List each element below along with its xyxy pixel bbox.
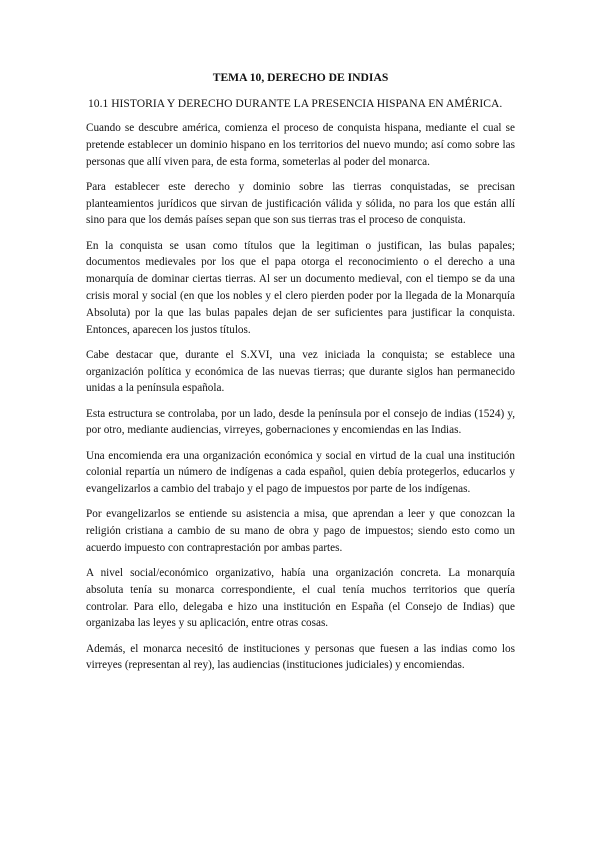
document-page: [86, 70, 515, 683]
document-title: TEMA 10, DERECHO DE INDIAS: [212, 71, 389, 84]
paragraph-1: Cuando se descubre américa, comienza el proceso de conquista hispana, mediante el cual se pretende establecer un dominio hispano en los territorios del nuevo mundo; así como sobre las personas que allí viven para, de esta forma, someterlas al poder del monarca.: [86, 122, 515, 168]
paragraph-5: Esta estructura se controlaba, por un lado, desde la península por el consejo de indias (1524) y, por otro, mediante audiencias, virreyes, gobernaciones y encomiendas en las Indias.: [86, 407, 515, 437]
paragraph-3: En la conquista se usan como títulos que la legitiman o justifican, las bulas papales; documentos medievales por los que el papa otorga el reconocimiento o el derecho a una monarquía de dominar ciertas tierras. Al ser un documento medieval, con el tiempo se da una crisis moral y social (en que los nobles y el clero pierden poder por la llegada de la Monarquía Absoluta) por la que las bulas papales dejan de ser suficientes para justificar la conquista. Entonces, aparecen los justos títulos.: [86, 239, 515, 336]
paragraph-7: Por evangelizarlos se entiende su asistencia a misa, que aprendan a leer y que conozcan la religión cristiana a cambio de su mano de obra y pago de impuestos; siendo esto como un acuerdo impuesto con contraprestación por ambas partes.: [86, 508, 515, 554]
paragraph-6: Una encomienda era una organización económica y social en virtud de la cual una institución colonial repartía un número de indígenas a cada español, quien debía protegerlos, educarlos y evangelizarlos a cambio del trabajo y el pago de impuestos por parte de los indígenas.: [86, 449, 515, 496]
paragraph-9: Además, el monarca necesitó de instituciones y personas que fuesen a las indias como los virreyes (representan al rey), las audiencias (instituciones judiciales) y encomiendas.: [86, 642, 515, 672]
section-heading: 10.1 HISTORIA Y DERECHO DURANTE LA PRESENCIA HISPANA EN AMÉRICA.: [88, 97, 503, 110]
paragraph-4: Cabe destacar que, durante el S.XVI, una vez iniciada la conquista; se establece una organización política y económica de las nuevas tierras; que durante siglos han permanecido unidas a la península española.: [86, 348, 515, 395]
paragraph-2: Para establecer este derecho y dominio sobre las tierras conquistadas, se precisan planteamientos jurídicos que sirvan de justificación válida y sólida, no para los que están allí sino para que los demás países sepan que son sus tierras tras el proceso de conquista.: [86, 180, 515, 227]
paragraph-8: A nivel social/económico organizativo, había una organización concreta. La monarquía absoluta tenía su monarca correspondiente, el cual tenía muchos territorios que quería controlar. Para ello, delegaba e hizo una institución en España (el Consejo de Indias) que organizaba las leyes y su aplicación, entre otras cosas.: [86, 567, 515, 630]
